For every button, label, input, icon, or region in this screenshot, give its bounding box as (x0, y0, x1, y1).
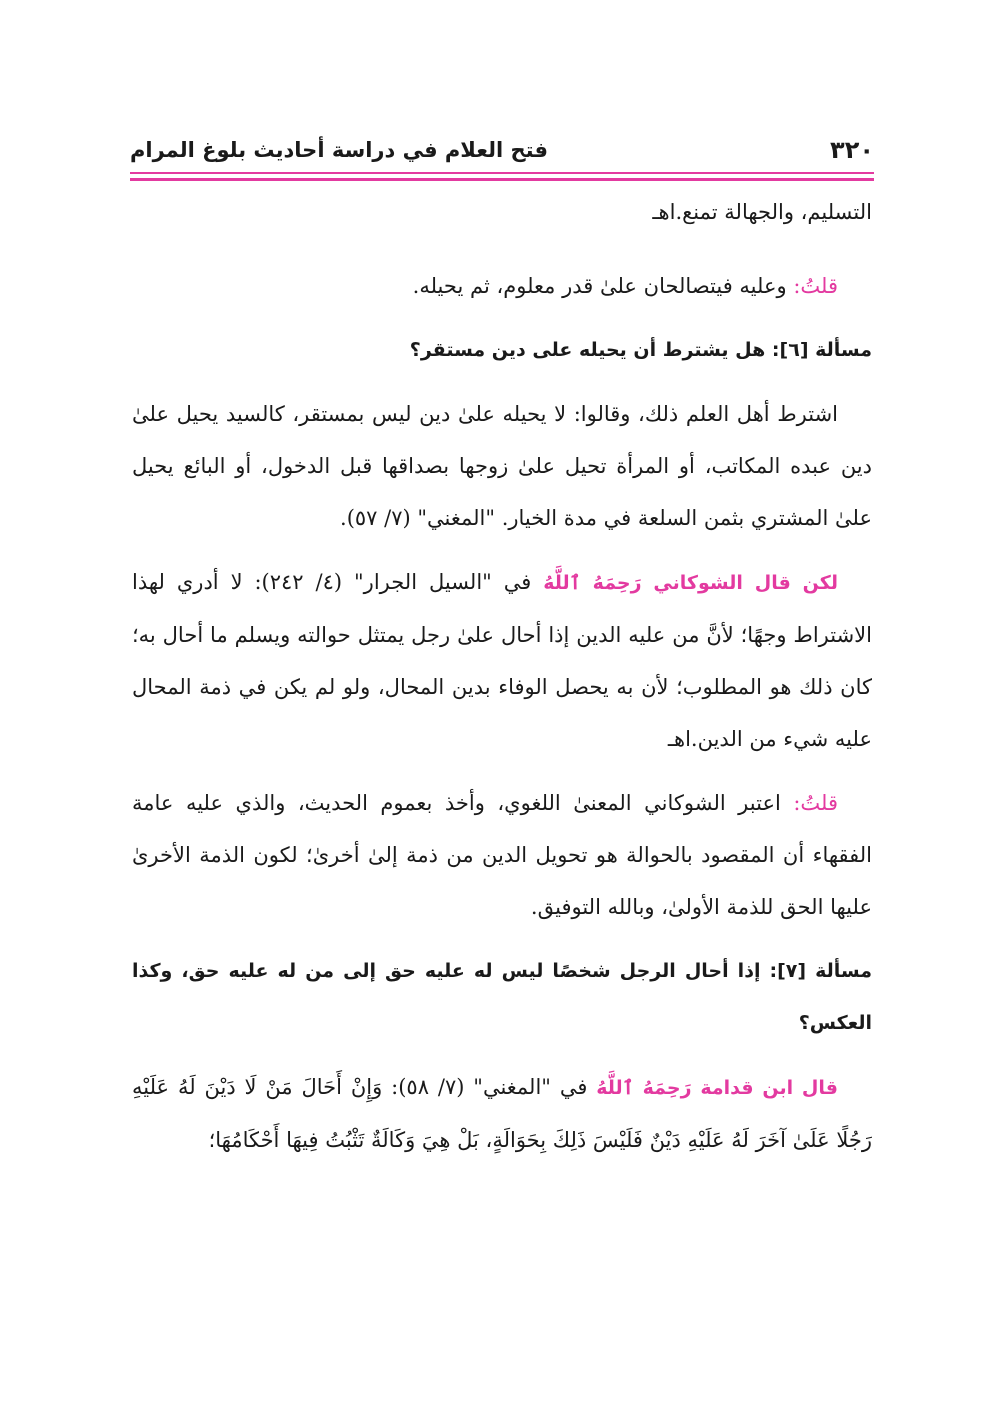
paragraph-5-text: اعتبر الشوكاني المعنىٰ اللغوي، وأخذ بعموم الحديث، والذي عليه عامة الفقهاء أن المقصود بالحوالة هو تحويل الدين من ذمة إلىٰ أخرىٰ؛ لكون الذمة الأخرىٰ عليها الحق للذمة الأولىٰ، وبالله التوفيق. (132, 791, 872, 919)
header-rule-thick (130, 178, 874, 181)
paragraph-4-lead: لكن قال الشوكاني رَحِمَهُ ٱللَّهُ (543, 572, 838, 594)
header-rule-thin (130, 172, 874, 174)
heading-issue-7: مسألة [٧]: إذا أحال الرجل شخصًا ليس له عليه حق إلى من له عليه حق، وكذا العكس؟ (132, 960, 872, 1034)
paragraph-6 (132, 1061, 872, 1166)
heading-issue-6: مسألة [٦]: هل يشترط أن يحيله على دين مستقر؟ (409, 339, 872, 361)
paragraph-2-lead: قلتُ: (793, 274, 838, 298)
book-title: فتح العلام في دراسة أحاديث بلوغ المرام (130, 138, 548, 162)
paragraph-6-lead: قال ابن قدامة رَحِمَهُ ٱللَّهُ (596, 1077, 838, 1099)
paragraph-2 (132, 260, 872, 312)
paragraph-2-text: وعليه فيتصالحان علىٰ قدر معلوم، ثم يحيله. (412, 274, 794, 298)
paragraph-5-lead: قلتُ: (793, 791, 838, 815)
paragraph-6-text: في "المغني" (٧/ ٥٨): وَإِنْ أَحَالَ مَنْ لَا دَيْنَ لَهُ عَلَيْهِ رَجُلًا عَلَىٰ آخَرَ لَهُ عَلَيْهِ دَيْنٌ فَلَيْسَ ذَلِكَ بِحَوَالَةٍ، بَلْ هِيَ وَكَالَةٌ تَثْبُتُ فِيهَا أَحْكَامُهَا؛ (132, 1075, 872, 1152)
paragraph-4 (132, 556, 872, 765)
paragraph-1: التسليم، والجهالة تمنع.اهـ (652, 200, 872, 224)
page-number: ٣٢٠ (830, 136, 874, 164)
paragraph-5 (132, 777, 872, 933)
paragraph-3: اشترط أهل العلم ذلك، وقالوا: لا يحيله علىٰ دين ليس بمستقر، كالسيد يحيل علىٰ دين عبده المكاتب، أو المرأة تحيل علىٰ زوجها بصداقها قبل الدخول، أو البائع يحيل علىٰ المشتري بثمن السلعة في مدة الخيار. "المغني" (٧/ ٥٧). (132, 402, 872, 530)
paragraph-4-text: في "السيل الجرار" (٤/ ٢٤٢): لا أدري لهذا الاشتراط وجهًا؛ لأنَّ من عليه الدين إذا أحال علىٰ رجل يمتثل حوالته ويسلم ما أحال به؛ كان ذلك هو المطلوب؛ لأن به يحصل الوفاء بدين المحال، ولو لم يكن في ذمة المحال عليه شيء من الدين.اهـ (132, 570, 872, 751)
running-header (130, 130, 874, 170)
page-body (132, 186, 872, 1166)
